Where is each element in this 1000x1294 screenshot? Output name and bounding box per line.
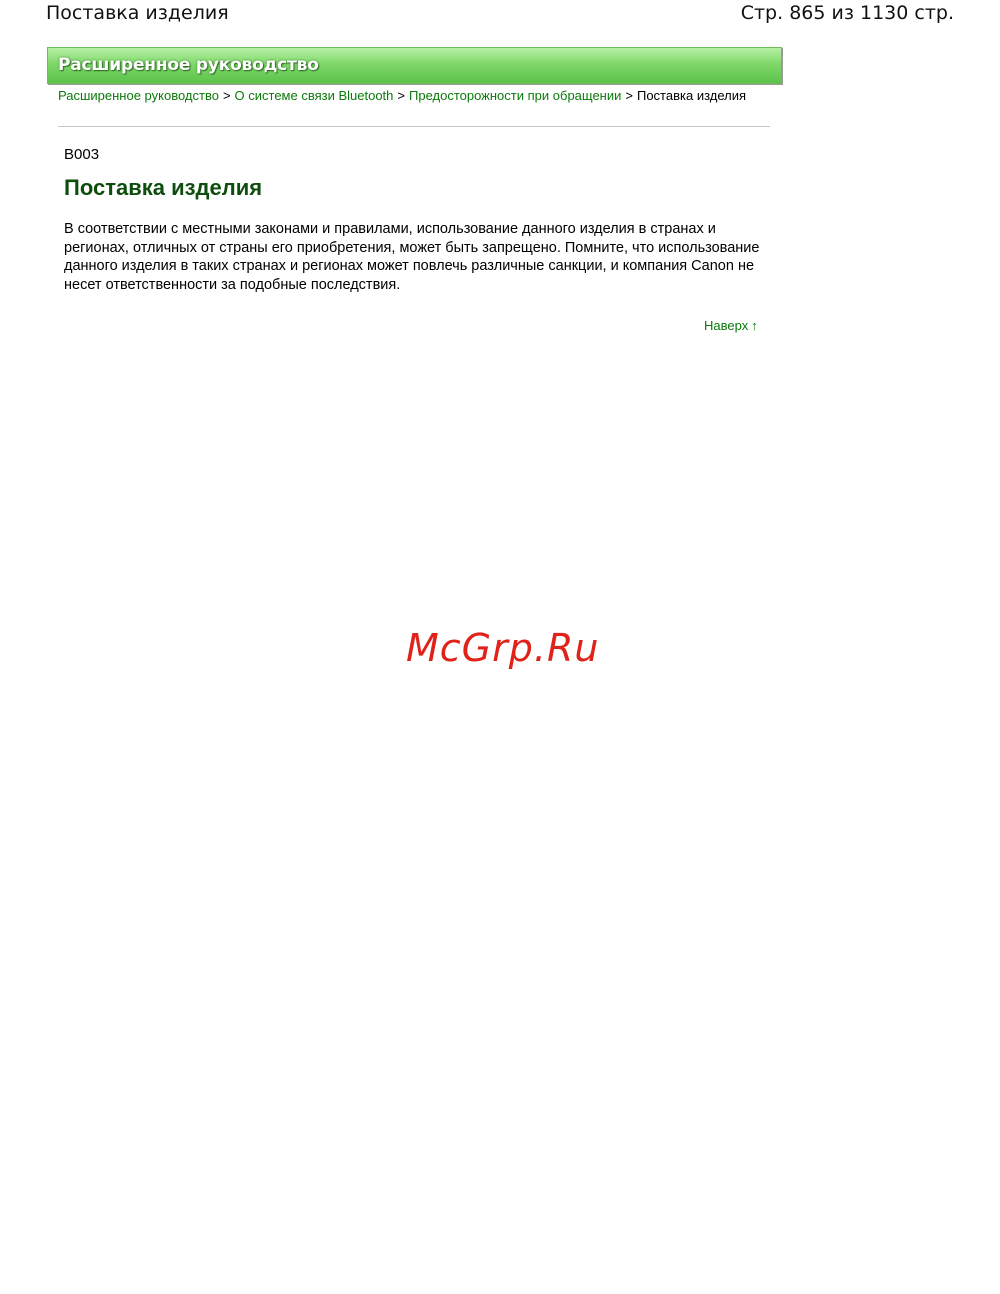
page-heading: Поставка изделия — [64, 175, 263, 200]
breadcrumb-current: Поставка изделия — [636, 88, 747, 103]
breadcrumb-separator: > — [397, 88, 405, 103]
breadcrumb-separator: > — [625, 88, 633, 103]
arrow-up-icon: ↑ — [751, 318, 758, 333]
page-counter: Стр. 865 из 1130 стр. — [740, 2, 954, 24]
banner-title: Расширенное руководство — [58, 55, 319, 75]
back-to-top-link[interactable] — [704, 318, 758, 333]
breadcrumb — [58, 88, 770, 104]
breadcrumb-link-advanced-guide[interactable]: Расширенное руководство — [58, 88, 219, 103]
watermark: McGrp.Ru — [406, 626, 600, 670]
document-code: B003 — [64, 146, 100, 163]
back-to-top-label: Наверх — [704, 318, 749, 333]
breadcrumb-separator: > — [222, 88, 231, 103]
body-paragraph: В соответствии с местными законами и правилами, использование данного изделия в странах и регионах, отличных от страны его приобретения, может быть запрещено. Помните, что использование данного изделия в таких странах и регионах может повлечь различные санкции, и компания Canon не несет ответственности за подобные последствия. — [64, 221, 760, 293]
divider — [58, 126, 770, 127]
document-title: Поставка изделия — [46, 2, 229, 24]
breadcrumb-link-bluetooth[interactable]: О системе связи Bluetooth — [234, 88, 394, 103]
section-banner — [47, 47, 782, 84]
breadcrumb-link-precautions[interactable]: Предосторожности при обращении — [409, 88, 622, 103]
